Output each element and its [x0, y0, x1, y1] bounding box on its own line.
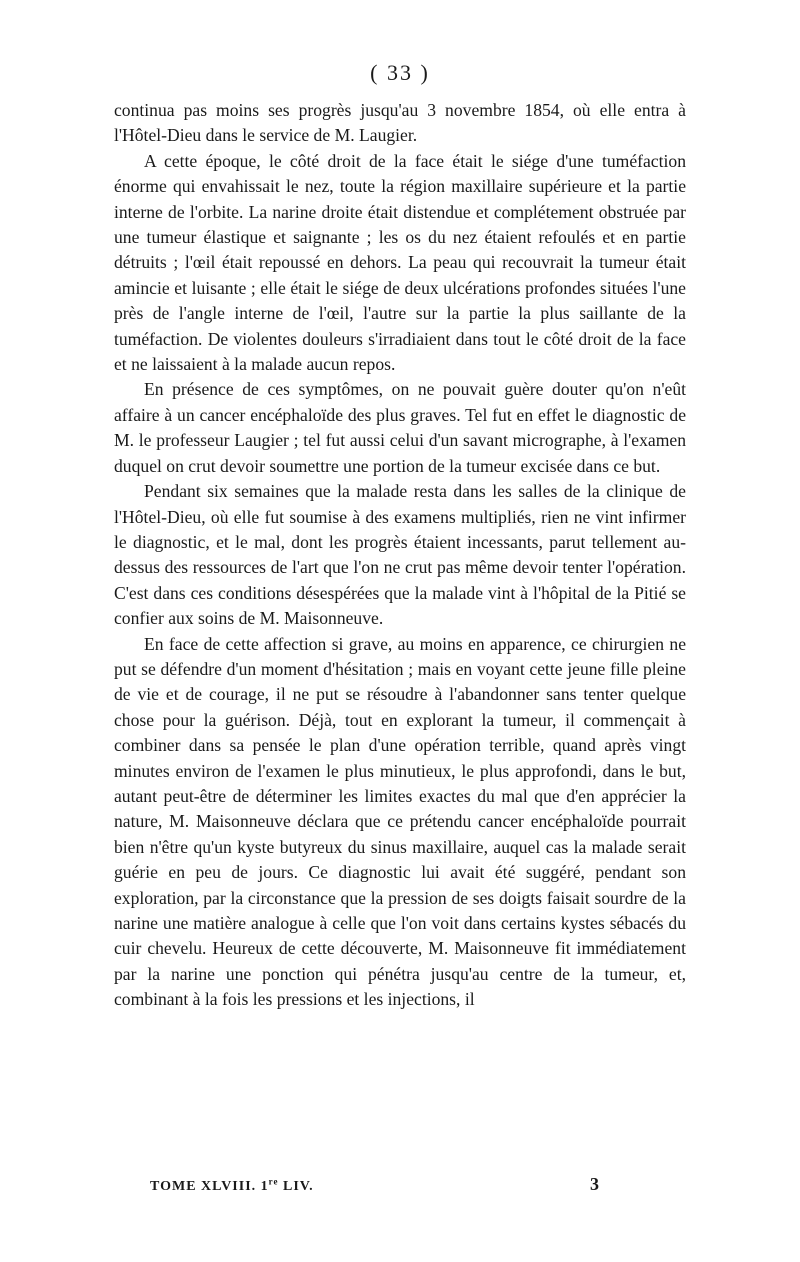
paragraph-hospital-stay: Pendant six semaines que la malade resta dans les salles de la clinique de l'Hôtel-Dieu, où elle fut soumise à des examens multipliés, rien ne vint infirmer le diagnostic, et le mal, dont les progrès étaient incessants, parut tellement au-dessus des ressources de l'art que l'on ne crut pas même devoir tenter l'opération. C'est dans ces conditions désespérées que la malade vint à l'hôpital de la Pitié se confier aux soins de M. Maisonneuve. [114, 481, 686, 629]
paragraph-continuation: continua pas moins ses progrès jusqu'au 3 novembre 1854, où elle entra à l'Hôtel-Dieu dans le service de M. Laugier. [114, 100, 686, 146]
paragraph-symptoms: A cette époque, le côté droit de la face était le siége d'une tuméfaction énorme qui envahissait le nez, toute la région maxillaire supérieure et la partie interne de l'orbite. La narine droite était distendue et complétement obstruée par une tumeur élastique et saignante ; les os du nez étaient refoulés et en partie détruits ; l'œil était repoussé en dehors. La peau qui recouvrait la tumeur était amincie et luisante ; elle était le siége de deux ulcérations profondes situées l'une près de l'angle interne de l'œil, l'autre sur la partie la plus saillante de la tuméfaction. De violentes douleurs s'irradiaient dans tout le côté droit de la face et ne laissaient à la malade aucun repos. [114, 150, 686, 375]
volume-label: TOME XLVIII. 1re LIV. [150, 1176, 314, 1194]
paragraph-diagnosis: En présence de ces symptômes, on ne pouvait guère douter qu'on n'eût affaire à un cancer encéphaloïde des plus graves. Tel fut en effet le diagnostic de M. le professeur Laugier ; tel fut aussi celui d'un savant micrographe, à l'examen duquel on crut devoir soumettre une portion de la tumeur excisée dans ce but. [114, 379, 686, 476]
page-number: ( 33 ) [370, 60, 430, 85]
page-footer [150, 1176, 600, 1195]
body-text [114, 98, 686, 1013]
paragraph-maisonneuve: En face de cette affection si grave, au moins en apparence, ce chirurgien ne put se défendre d'un moment d'hésitation ; mais en voyant cette jeune fille pleine de vie et de courage, il ne put se résoudre à l'abandonner sans tenter quelque chose pour la guérison. Déjà, tout en explorant la tumeur, il commençait à combiner dans sa pensée le plan d'une opération terrible, quand après vingt minutes environ de l'examen le plus minutieux, le plus approfondi, dans le but, autant peut-être de déterminer les limites exactes du mal que d'en apprécier la nature, M. Maisonneuve déclara que ce prétendu cancer encéphaloïde pourrait bien n'être qu'un kyste butyreux du sinus maxillaire, auquel cas la malade serait guérie en peu de jours. Ce diagnostic lui avait été suggéré, pendant son exploration, par la circonstance que la pression de ses doigts faisait sourdre de la narine une matière analogue à celle que l'on voit dans certains kystes sébacés du cuir chevelu. Heureux de cette découverte, M. Maisonneuve fit immédiatement par la narine une ponction qui pénétra jusqu'au centre de la tumeur, et, combinant à la fois les pressions et les injections, il [114, 633, 686, 1010]
signature-mark: 3 [590, 1174, 600, 1194]
